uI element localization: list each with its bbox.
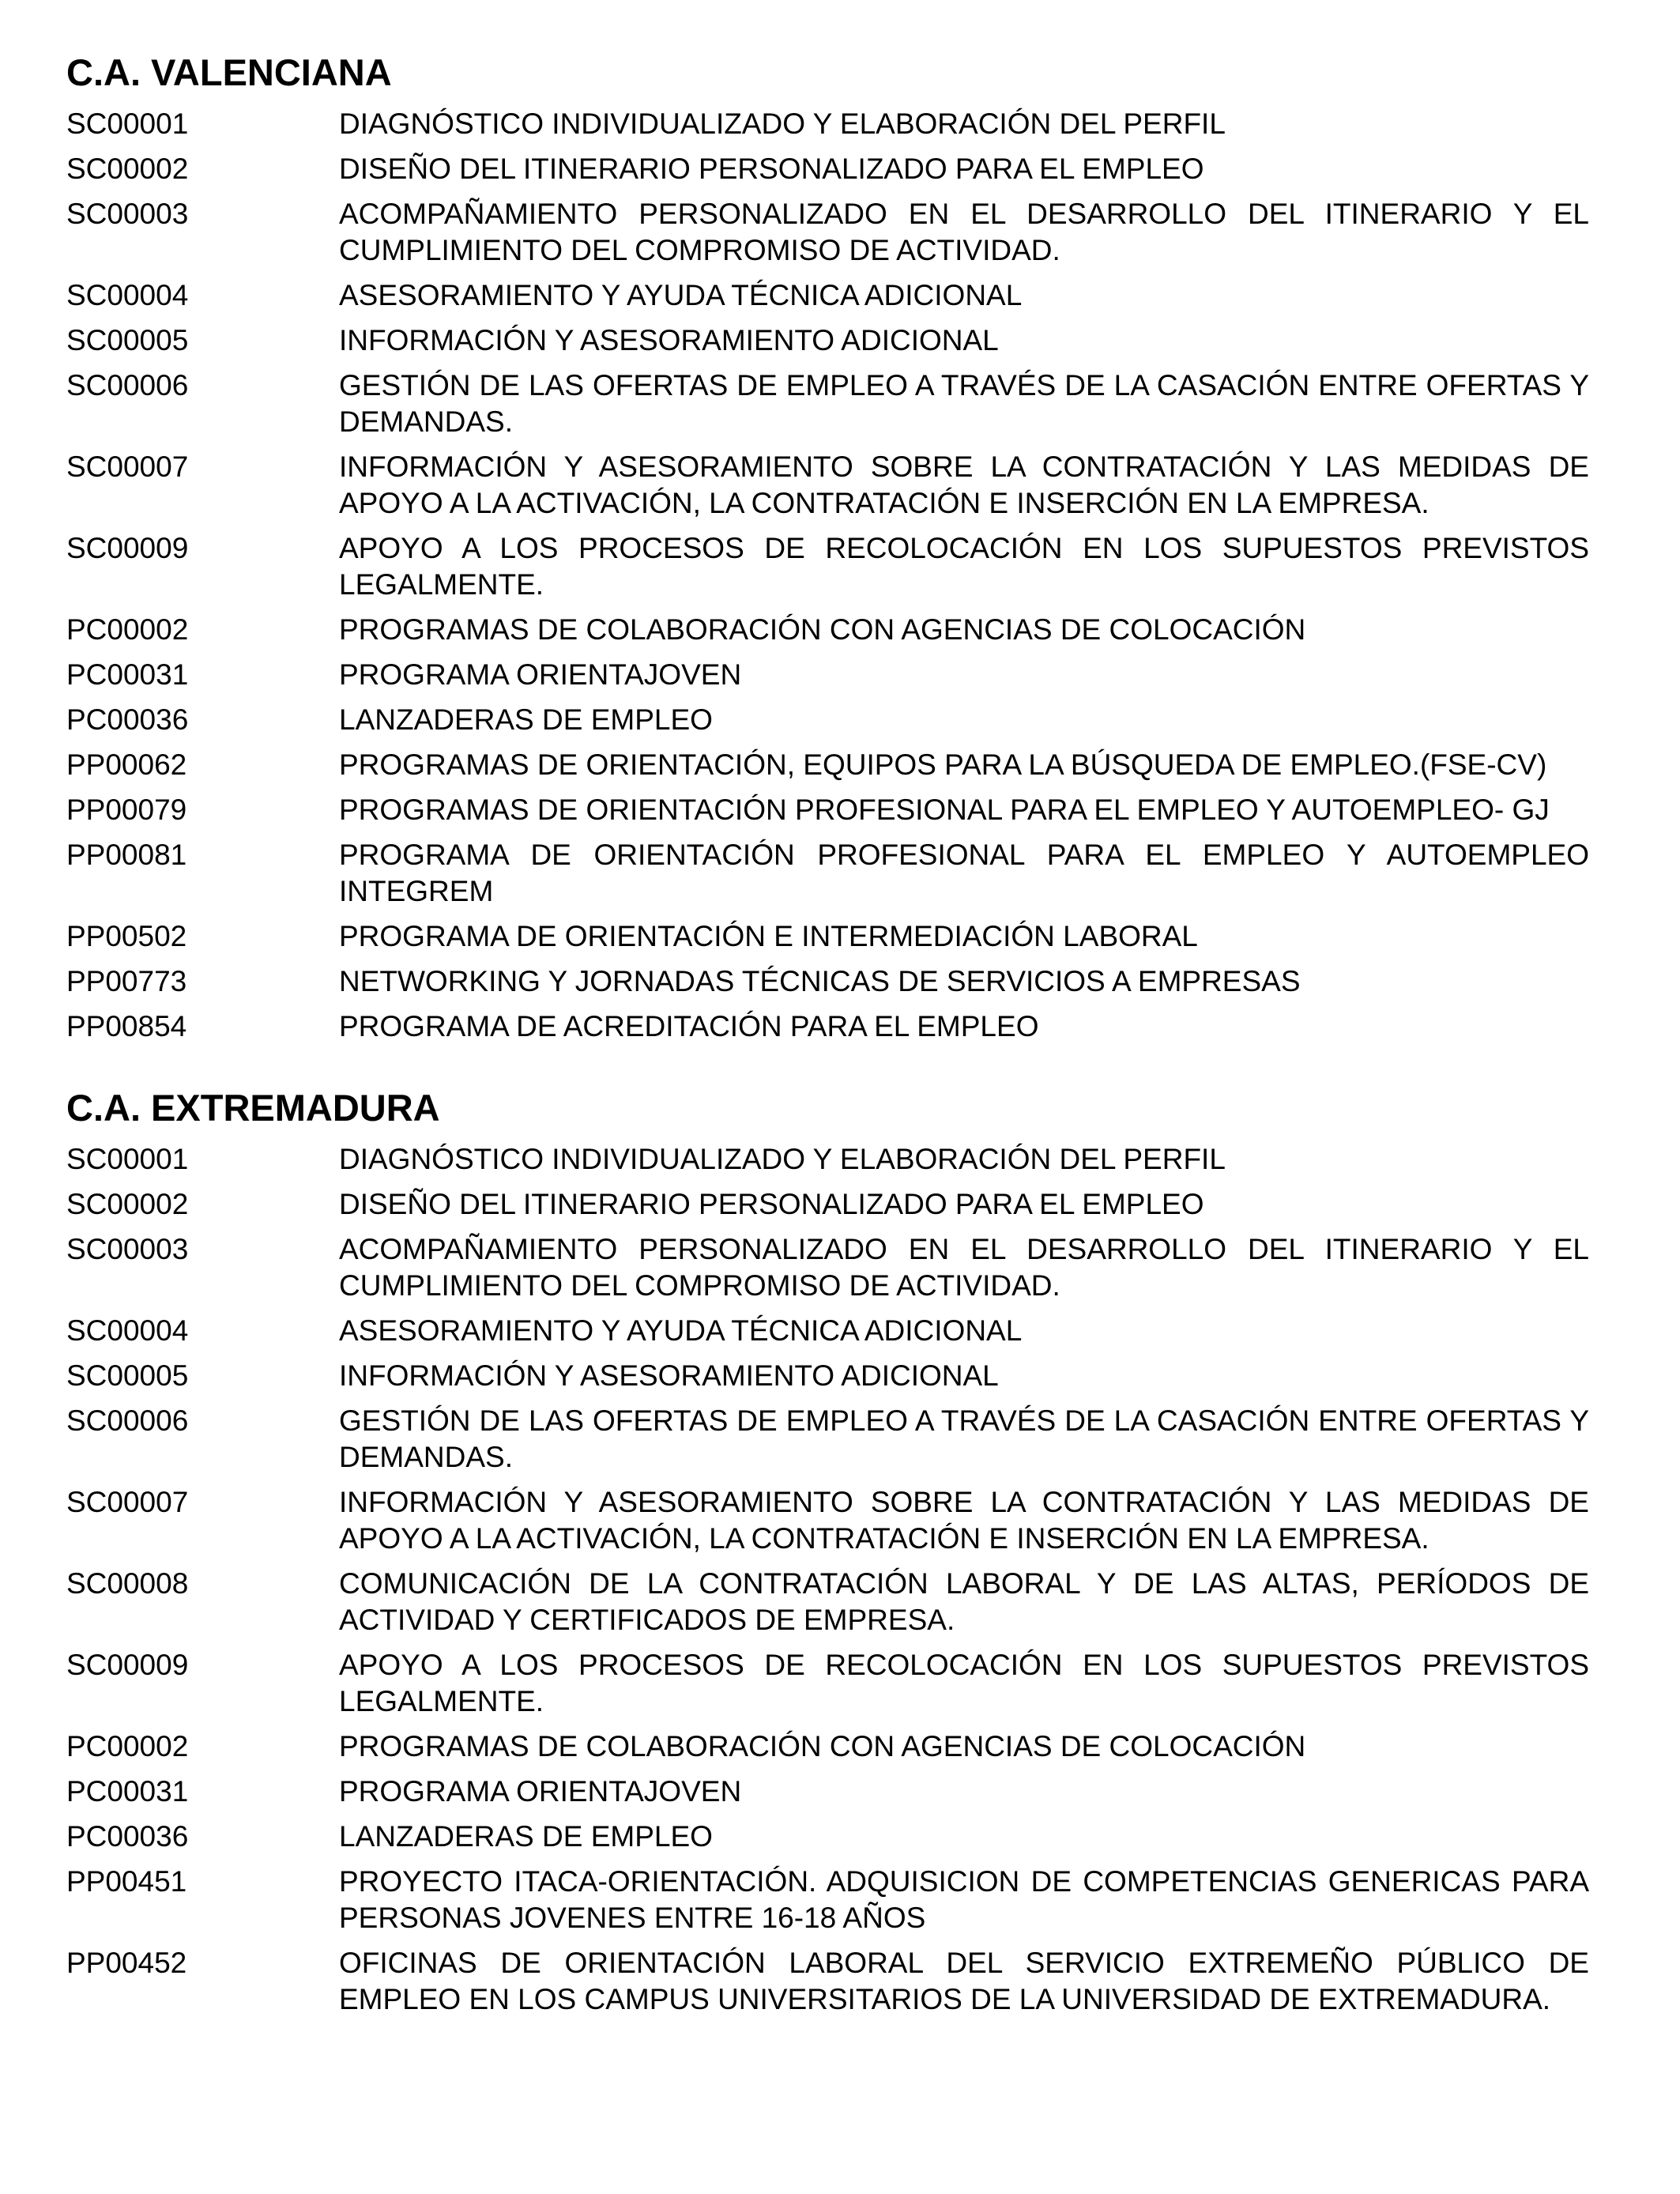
list-item	[66, 1864, 1615, 1936]
service-code: SC00007	[66, 1486, 189, 1518]
list-item	[66, 1313, 1615, 1349]
service-code: SC00003	[66, 1233, 189, 1265]
service-code: PC00036	[66, 703, 189, 736]
service-code: SC00001	[66, 1143, 189, 1175]
service-description: GESTIÓN DE LAS OFERTAS DE EMPLEO A TRAVÉS DE LA CASACIÓN ENTRE OFERTAS Y DEMANDAS.	[339, 1404, 1589, 1473]
list-item	[66, 792, 1615, 828]
section-extremadura	[66, 1086, 1615, 2018]
service-code: SC00006	[66, 369, 189, 401]
service-code: SC00001	[66, 107, 189, 140]
list-item	[66, 196, 1615, 269]
service-code: PP00452	[66, 1947, 187, 1979]
section-title: C.A. EXTREMADURA	[66, 1087, 440, 1129]
service-code: SC00009	[66, 532, 189, 564]
service-code: PC00002	[66, 1730, 189, 1762]
list-item	[66, 368, 1615, 440]
service-description: PROGRAMA DE ACREDITACIÓN PARA EL EMPLEO	[339, 1010, 1039, 1042]
service-description: PROGRAMAS DE ORIENTACIÓN, EQUIPOS PARA LA BÚSQUEDA DE EMPLEO.(FSE-CV)	[339, 748, 1547, 781]
service-description: PROGRAMA DE ORIENTACIÓN PROFESIONAL PARA EL EMPLEO Y AUTOEMPLEO INTEGREM	[339, 839, 1589, 907]
section-title: C.A. VALENCIANA	[66, 51, 392, 93]
service-description: LANZADERAS DE EMPLEO	[339, 703, 713, 736]
list-item	[66, 449, 1615, 522]
service-description: NETWORKING Y JORNADAS TÉCNICAS DE SERVICIOS A EMPRESAS	[339, 965, 1301, 997]
list-item	[66, 277, 1615, 314]
list-item	[66, 612, 1615, 648]
service-code: PC00031	[66, 658, 189, 691]
list-item	[66, 1647, 1615, 1720]
service-code: PP00451	[66, 1865, 187, 1898]
list-item	[66, 1358, 1615, 1394]
list-item	[66, 106, 1615, 142]
service-description: INFORMACIÓN Y ASESORAMIENTO SOBRE LA CONTRATACIÓN Y LAS MEDIDAS DE APOYO A LA ACTIVACIÓN, LA CONTRATACIÓN E INSERCIÓN EN LA EMPRESA.	[339, 1486, 1589, 1555]
service-code: SC00008	[66, 1567, 189, 1600]
list-item	[66, 1484, 1615, 1557]
service-description: PROGRAMA DE ORIENTACIÓN E INTERMEDIACIÓN LABORAL	[339, 920, 1198, 952]
service-description: ASESORAMIENTO Y AYUDA TÉCNICA ADICIONAL	[339, 279, 1023, 311]
list-item	[66, 151, 1615, 187]
service-code: SC00004	[66, 279, 189, 311]
service-description: APOYO A LOS PROCESOS DE RECOLOCACIÓN EN LOS SUPUESTOS PREVISTOS LEGALMENTE.	[339, 532, 1589, 601]
service-description: ACOMPAÑAMIENTO PERSONALIZADO EN EL DESARROLLO DEL ITINERARIO Y EL CUMPLIMIENTO DEL COMPROMISO DE ACTIVIDAD.	[339, 198, 1589, 266]
service-code: PC00002	[66, 613, 189, 646]
service-code: SC00005	[66, 1359, 189, 1392]
service-code: PP00854	[66, 1010, 187, 1042]
service-code: PP00081	[66, 839, 187, 871]
list-item	[66, 322, 1615, 359]
list-item	[66, 747, 1615, 783]
list-item	[66, 1008, 1615, 1045]
list-item	[66, 1728, 1615, 1765]
list-item	[66, 1945, 1615, 2018]
service-code: SC00003	[66, 198, 189, 230]
service-description: DIAGNÓSTICO INDIVIDUALIZADO Y ELABORACIÓN DEL PERFIL	[339, 107, 1226, 140]
service-code: PP00079	[66, 794, 187, 826]
service-description: PROGRAMAS DE ORIENTACIÓN PROFESIONAL PARA EL EMPLEO Y AUTOEMPLEO- GJ	[339, 794, 1550, 826]
service-code: SC00002	[66, 153, 189, 185]
document-page	[66, 51, 1615, 2026]
list-item	[66, 530, 1615, 603]
service-code: PP00062	[66, 748, 187, 781]
service-description: DISEÑO DEL ITINERARIO PERSONALIZADO PARA EL EMPLEO	[339, 153, 1204, 185]
service-code: SC00006	[66, 1404, 189, 1437]
section-valenciana	[66, 51, 1615, 1045]
service-description: GESTIÓN DE LAS OFERTAS DE EMPLEO A TRAVÉS DE LA CASACIÓN ENTRE OFERTAS Y DEMANDAS.	[339, 369, 1589, 438]
service-description: PROGRAMAS DE COLABORACIÓN CON AGENCIAS DE COLOCACIÓN	[339, 613, 1306, 646]
service-description: ACOMPAÑAMIENTO PERSONALIZADO EN EL DESARROLLO DEL ITINERARIO Y EL CUMPLIMIENTO DEL COMPROMISO DE ACTIVIDAD.	[339, 1233, 1589, 1302]
service-code: SC00002	[66, 1188, 189, 1220]
service-code: SC00007	[66, 450, 189, 483]
service-description: INFORMACIÓN Y ASESORAMIENTO SOBRE LA CONTRATACIÓN Y LAS MEDIDAS DE APOYO A LA ACTIVACIÓN, LA CONTRATACIÓN E INSERCIÓN EN LA EMPRESA.	[339, 450, 1589, 519]
service-description: ASESORAMIENTO Y AYUDA TÉCNICA ADICIONAL	[339, 1314, 1023, 1347]
list-item	[66, 657, 1615, 693]
list-item	[66, 1231, 1615, 1304]
list-item	[66, 1774, 1615, 1810]
service-code: SC00009	[66, 1649, 189, 1681]
list-item	[66, 1141, 1615, 1178]
service-description: INFORMACIÓN Y ASESORAMIENTO ADICIONAL	[339, 1359, 999, 1392]
service-code: PC00036	[66, 1820, 189, 1853]
service-description: DIAGNÓSTICO INDIVIDUALIZADO Y ELABORACIÓN DEL PERFIL	[339, 1143, 1226, 1175]
list-item	[66, 918, 1615, 955]
service-code: SC00004	[66, 1314, 189, 1347]
list-item	[66, 1403, 1615, 1476]
service-description: COMUNICACIÓN DE LA CONTRATACIÓN LABORAL Y DE LAS ALTAS, PERÍODOS DE ACTIVIDAD Y CERTIFICADOS DE EMPRESA.	[339, 1567, 1589, 1636]
service-description: INFORMACIÓN Y ASESORAMIENTO ADICIONAL	[339, 324, 999, 356]
list-item	[66, 702, 1615, 738]
service-code: PC00031	[66, 1775, 189, 1808]
service-description: DISEÑO DEL ITINERARIO PERSONALIZADO PARA EL EMPLEO	[339, 1188, 1204, 1220]
service-description: PROYECTO ITACA-ORIENTACIÓN. ADQUISICION DE COMPETENCIAS GENERICAS PARA PERSONAS JOVENES ENTRE 16-18 AÑOS	[339, 1865, 1589, 1934]
service-code: PP00502	[66, 920, 187, 952]
service-code: PP00773	[66, 965, 187, 997]
service-description: PROGRAMAS DE COLABORACIÓN CON AGENCIAS DE COLOCACIÓN	[339, 1730, 1306, 1762]
list-item	[66, 1819, 1615, 1855]
service-description: OFICINAS DE ORIENTACIÓN LABORAL DEL SERVICIO EXTREMEÑO PÚBLICO DE EMPLEO EN LOS CAMPUS UNIVERSITARIOS DE LA UNIVERSIDAD DE EXTREMADURA.	[339, 1947, 1589, 2015]
list-item	[66, 963, 1615, 1000]
service-code: SC00005	[66, 324, 189, 356]
service-description: APOYO A LOS PROCESOS DE RECOLOCACIÓN EN LOS SUPUESTOS PREVISTOS LEGALMENTE.	[339, 1649, 1589, 1717]
service-description: LANZADERAS DE EMPLEO	[339, 1820, 713, 1853]
list-item	[66, 1186, 1615, 1223]
service-description: PROGRAMA ORIENTAJOVEN	[339, 1775, 742, 1808]
service-description: PROGRAMA ORIENTAJOVEN	[339, 658, 742, 691]
list-item	[66, 837, 1615, 910]
list-item	[66, 1566, 1615, 1638]
